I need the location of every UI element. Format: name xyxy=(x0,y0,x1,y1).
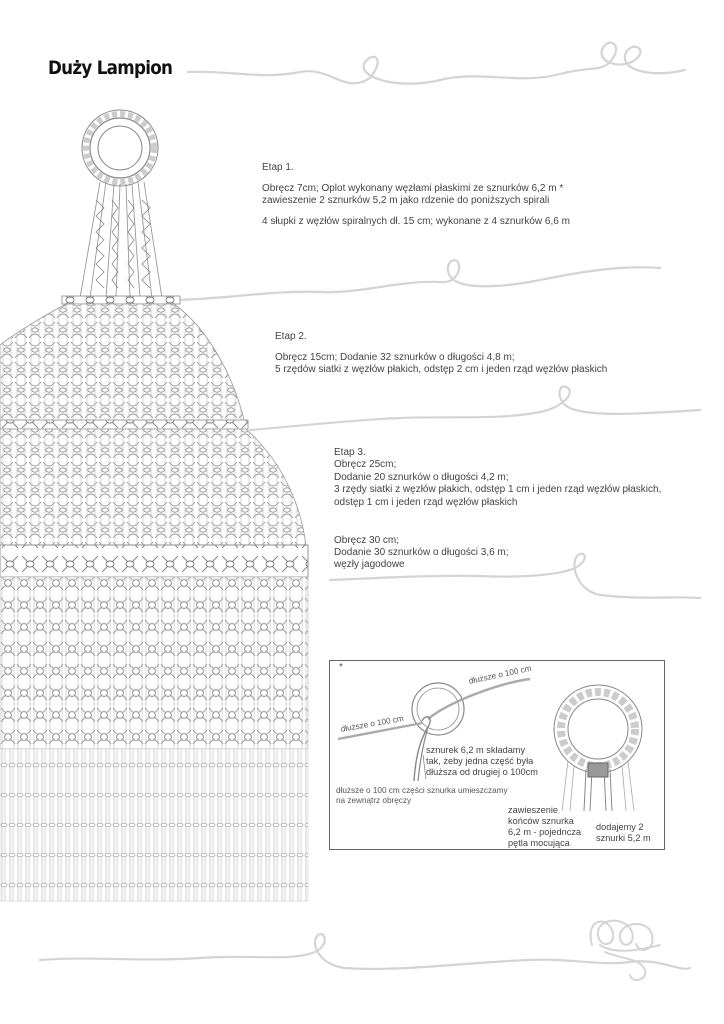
stage1-line1: Obręcz 7cm; Oplot wykonany węzłami płaskimi ze sznurków 6,2 m * xyxy=(262,183,564,194)
stage2-heading: Etap 2. xyxy=(275,331,307,342)
stage3-line1: Obręcz 25cm; xyxy=(334,459,397,470)
berry-section xyxy=(0,577,308,749)
ring-band-3 xyxy=(0,420,248,429)
stage4-line1: Obręcz 30 cm; xyxy=(334,535,400,546)
fold-note-1: sznurek 6,2 m składamy xyxy=(426,745,526,755)
dome-body xyxy=(0,304,245,424)
stage1-line2: zawieszenie 2 sznurków 5,2 m jako rdzenie do poniższych spirali xyxy=(262,195,550,206)
stage4-line3: węzły jagodowe xyxy=(334,559,405,570)
label-longer-left: dłuższe o 100 cm xyxy=(340,713,405,734)
stage3-heading: Etap 3. xyxy=(334,447,366,458)
page-title: Duży Lampion xyxy=(48,57,173,79)
add-note-1: dodajemy 2 xyxy=(596,822,644,832)
outside-note-2: na zewnątrz obręczy xyxy=(336,796,412,805)
stage2-line2: 5 rzędów siatki z węzłów płakich, odstęp 2 cm i jeden rząd węzłów płaskich xyxy=(275,364,608,375)
stage3-line3: 3 rzędy siatki z węzłów płakich, odstęp 1 cm i jeden rząd węzłów płaskich, xyxy=(334,484,662,495)
ring-band-2 xyxy=(62,296,180,304)
stage3-line4: odstęp 1 cm i jeden rząd węzłów płaskich xyxy=(334,497,518,508)
stage4-line2: Dodanie 30 sznurków o długości 3,6 m; xyxy=(334,547,509,558)
fringe xyxy=(0,749,308,901)
fold-note-2: tak, żeby jedna część była xyxy=(426,756,534,766)
lower-body xyxy=(0,429,306,545)
ring-band-4 xyxy=(0,545,308,577)
inset-diagram xyxy=(329,660,665,850)
fold-note-3: dłuższa od drugiej o 100cm xyxy=(426,767,538,777)
hanging-note-2: końców sznurka xyxy=(508,816,574,826)
hanging-note-1: zawieszenie xyxy=(508,805,559,815)
label-longer-right: dłuższe o 100 cm xyxy=(468,663,533,686)
top-ring xyxy=(82,110,158,186)
hanging-note-4: pętla mocująca xyxy=(508,838,570,848)
stage1-heading: Etap 1. xyxy=(262,162,294,173)
inset-asterisk: * xyxy=(339,662,343,673)
outside-note-1: dłuższe o 100 cm części sznurka umieszczamy xyxy=(336,786,508,795)
hanging-note-3: 6,2 m - pojedncza xyxy=(508,827,582,837)
stage3-line2: Dodanie 20 sznurków o długości 4,2 m; xyxy=(334,472,509,483)
stage1-line3: 4 słupki z węzłów spiralnych dł. 15 cm; wykonane z 4 sznurków 6,6 m xyxy=(262,216,570,227)
add-note-2: sznurki 5,2 m xyxy=(596,833,651,843)
stage2-line1: Obręcz 15cm; Dodanie 32 sznurków o długości 4,8 m; xyxy=(275,352,515,363)
